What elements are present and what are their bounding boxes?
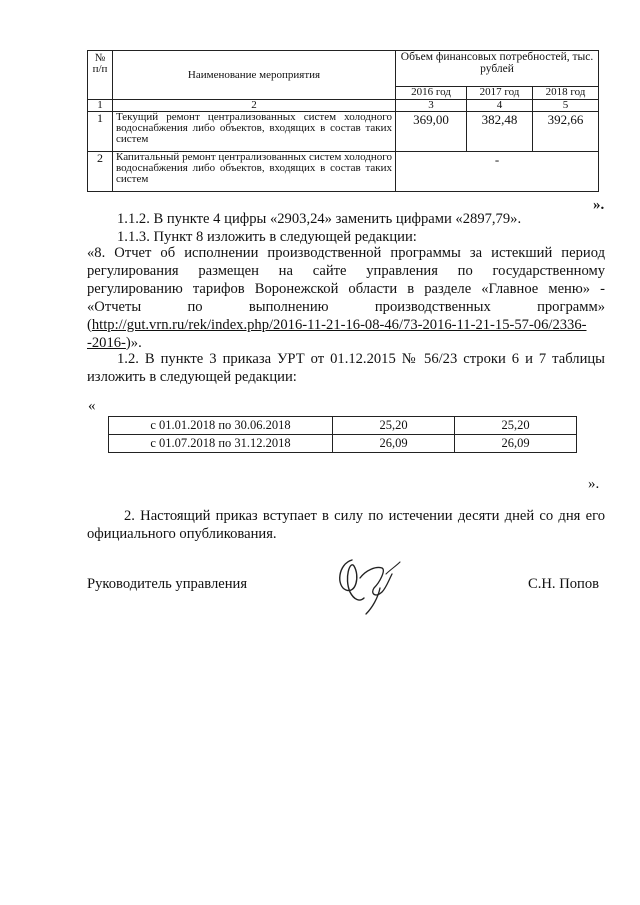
- row-name: Капитальный ремонт централизованных систем холодного водоснабжения либо объектов, входящих в состав таких систем: [113, 152, 396, 192]
- header-finance-text: Объем финансовых потребностей, тыс. рублей: [400, 51, 594, 75]
- index-cell: 2: [113, 100, 396, 112]
- table-row: [88, 112, 599, 152]
- row-merged-value: -: [396, 152, 599, 192]
- row-name: Текущий ремонт централизованных систем холодного водоснабжения либо объектов, входящих в состав таких систем: [113, 112, 396, 152]
- paragraph-2: 2. Настоящий приказ вступает в силу по истечении десяти дней со дня его официального опубликования.: [87, 508, 605, 542]
- signatory-title: Руководитель управления: [87, 576, 248, 592]
- header-num-text: № п/п: [92, 52, 108, 75]
- row-value-2017: 382,48: [467, 112, 533, 152]
- paragraph-1-1-2: 1.1.2. В пункте 4 цифры «2903,24» заменить цифрами «2897,79».: [117, 211, 522, 227]
- index-cell: 4: [467, 100, 533, 112]
- closing-quote: ».: [593, 197, 605, 213]
- table-row: [88, 152, 599, 192]
- tariff-table: [108, 416, 577, 453]
- point-8-end: )».: [125, 335, 142, 351]
- report-link[interactable]: http://gut.vrn.ru/rek/index.php/2016-11-21-16-08-46/73-2016-11-21-15-57-06/2336--2016-: [87, 317, 587, 351]
- index-cell: 5: [533, 100, 599, 112]
- paragraph-1-1-3: 1.1.3. Пункт 8 изложить в следующей редакции:: [117, 229, 417, 245]
- point-8-text: «8. Отчет об исполнении производственной программы за истекший период регулирования размещен на сайте управления по государственному регулированию тарифов Воронежской области в разделе «Главное меню» - «Отчеты по выполнению производственных программ» (: [87, 245, 605, 333]
- tariff-cell: 25,20: [455, 417, 577, 435]
- table-row: [109, 417, 577, 435]
- paragraph-point-8: [87, 244, 605, 352]
- header-finance: [396, 51, 599, 87]
- financial-needs-table: [87, 50, 599, 192]
- header-name: [113, 51, 396, 100]
- paragraph-1-2: 1.2. В пункте 3 приказа УРТ от 01.12.2015 № 56/23 строки 6 и 7 таблицы изложить в следующей редакции:: [87, 351, 605, 385]
- tariff-cell: 25,20: [333, 417, 455, 435]
- header-year-2017: 2017 год: [467, 87, 533, 100]
- row-value-2018: 392,66: [533, 112, 599, 152]
- tariff-cell: 26,09: [455, 435, 577, 453]
- row-num: 1: [88, 112, 113, 152]
- handwritten-signature: [330, 548, 410, 618]
- row-num: 2: [88, 152, 113, 192]
- period-cell: с 01.01.2018 по 30.06.2018: [109, 417, 333, 435]
- closing-quote: ».: [588, 476, 600, 492]
- table-row: [109, 435, 577, 453]
- header-num: [88, 51, 113, 100]
- signatory-name: С.Н. Попов: [528, 576, 600, 592]
- row-value-2016: 369,00: [396, 112, 467, 152]
- header-name-text: Наименование мероприятия: [187, 68, 321, 81]
- tariff-cell: 26,09: [333, 435, 455, 453]
- header-year-2016: 2016 год: [396, 87, 467, 100]
- index-cell: 3: [396, 100, 467, 112]
- opening-quote: «: [88, 398, 96, 414]
- header-year-2018: 2018 год: [533, 87, 599, 100]
- period-cell: с 01.07.2018 по 31.12.2018: [109, 435, 333, 453]
- index-cell: 1: [88, 100, 113, 112]
